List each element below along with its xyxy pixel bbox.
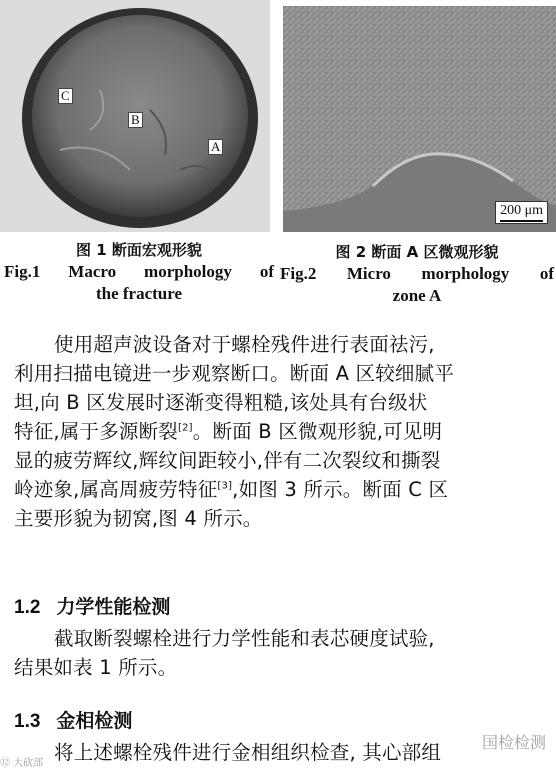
paragraph-mechanical-test xyxy=(14,624,542,682)
figure-2-caption xyxy=(280,241,554,307)
paragraph-line: 显的疲劳辉纹,辉纹间距较小,伴有二次裂纹和撕裂 xyxy=(14,449,441,472)
figure-1-caption-en-line2: the fracture xyxy=(95,284,183,303)
figure-2-caption-en-line1: Fig.2 Micro morphology of xyxy=(280,264,554,283)
paragraph-line: 截取断裂螺栓进行力学性能和表芯硬度试验, xyxy=(54,627,435,650)
figure-1-caption xyxy=(4,239,274,305)
section-title: 金相检测 xyxy=(56,710,133,732)
paragraph-text: 岭迹象,属高周疲劳特征 xyxy=(14,478,218,501)
paragraph-line: 使用超声波设备对于螺栓残件进行表面祛污, xyxy=(54,333,435,356)
paragraph-line xyxy=(14,417,542,446)
section-title: 力学性能检测 xyxy=(56,596,171,618)
section-number: 1.3 xyxy=(14,711,41,732)
paragraph-line: 结果如表 1 所示。 xyxy=(14,656,178,679)
watermark-right: 国检检测 xyxy=(480,730,548,753)
scale-bar-label: 200 μm xyxy=(500,203,543,218)
figure-1-caption-cn: 图 1 断面宏观形貌 xyxy=(76,241,202,259)
zone-label-c: C xyxy=(58,88,73,104)
paragraph-line: 主要形貌为韧窝,图 4 所示。 xyxy=(14,507,263,530)
paragraph-line xyxy=(14,475,542,504)
paragraph-line: 将上述螺栓残件进行金相组织检查, 其心部组 xyxy=(54,741,442,764)
paragraph-text: ,如图 3 所示。断面 C 区 xyxy=(232,478,449,501)
zone-label-a: A xyxy=(208,139,223,155)
scale-bar-line xyxy=(500,220,543,222)
paragraph-metallography xyxy=(14,738,542,767)
scale-bar xyxy=(495,201,548,224)
section-number: 1.2 xyxy=(14,597,41,618)
figure-1-macro-photo xyxy=(0,0,270,232)
paragraph-text: 特征,属于多源断裂 xyxy=(14,420,178,443)
paragraph-line: 坦,向 B 区发展时逐渐变得粗糙,该处具有台级状 xyxy=(14,391,428,414)
paragraph-fracture-analysis xyxy=(14,330,542,533)
zone-label-b: B xyxy=(128,112,143,128)
sem-texture-illustration xyxy=(283,6,556,232)
section-heading-1-2 xyxy=(14,594,170,621)
figure-2-caption-cn: 图 2 断面 A 区微观形貌 xyxy=(335,243,499,261)
reference-2: [2] xyxy=(178,422,193,434)
paragraph-text: 。断面 B 区微观形貌,可见明 xyxy=(192,420,443,443)
watermark-left: ⑫ 大砍部 xyxy=(0,758,44,769)
reference-3: [3] xyxy=(217,480,233,492)
paragraph-line: 利用扫描电镜进一步观察断口。断面 A 区较细腻平 xyxy=(14,362,455,385)
figure-2-sem-photo xyxy=(283,6,556,232)
figure-1-caption-en-line1: Fig.1 Macro morphology of xyxy=(4,262,274,281)
figure-2-caption-en-line2: zone A xyxy=(392,286,442,305)
section-heading-1-3 xyxy=(14,708,132,735)
